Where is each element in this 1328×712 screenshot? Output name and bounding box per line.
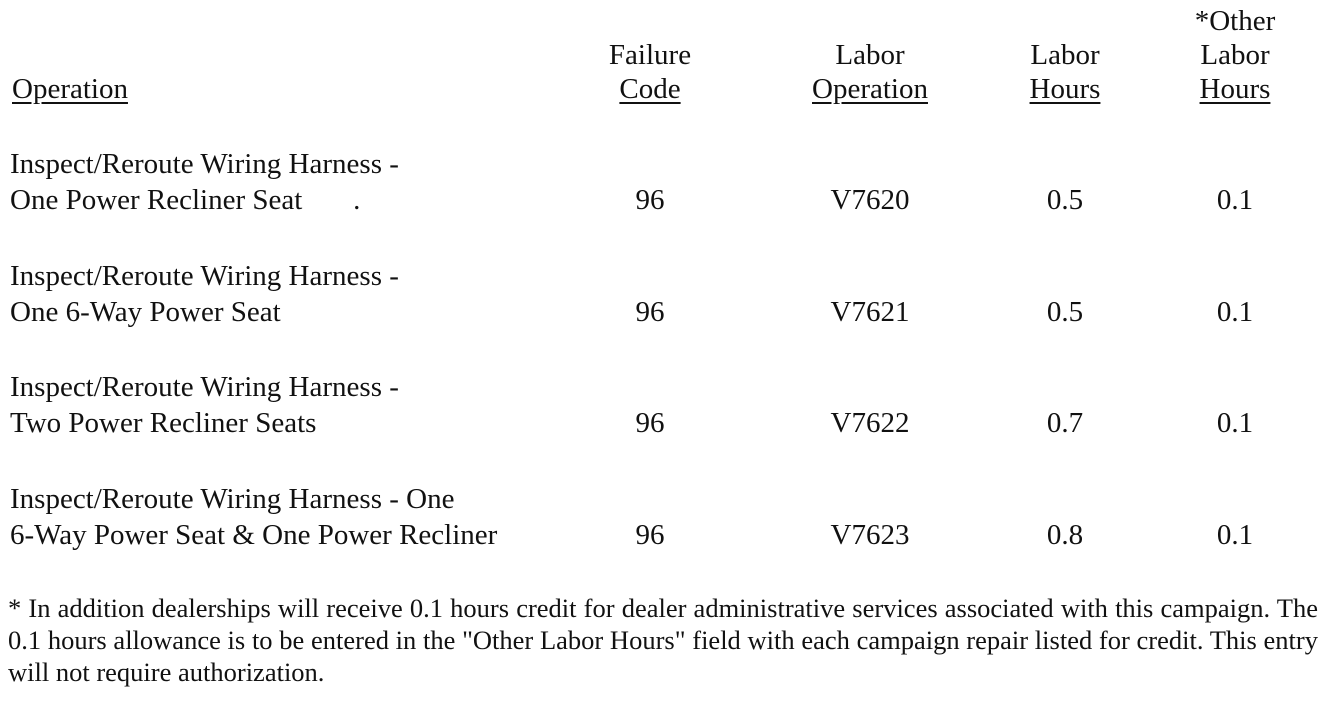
other-labor-hours-cell: 0.1: [1216, 184, 1254, 216]
operation-description-line1: Inspect/Reroute Wiring Harness -: [10, 260, 399, 292]
operation-description: [10, 369, 399, 441]
failure-code-cell: 96: [635, 296, 665, 328]
other-labor-hours-cell: 0.1: [1216, 296, 1254, 328]
operation-description-line2: Two Power Recliner Seats: [10, 407, 317, 439]
labor-hours-cell: 0.8: [1046, 519, 1084, 551]
header-failure-code-line2: Code: [619, 73, 681, 105]
operation-description: [10, 146, 399, 218]
labor-operation-cell: V7623: [830, 519, 910, 551]
labor-operation-cell: V7621: [830, 296, 910, 328]
header-other-labor-hours-line3: Hours: [1199, 73, 1271, 105]
operation-description-line2: One Power Recliner Seat .: [10, 184, 361, 216]
table-row: [0, 146, 1328, 218]
header-other-labor-hours-line1: *Other: [1194, 5, 1276, 37]
labor-hours-cell: 0.5: [1046, 296, 1084, 328]
labor-operation-cell: V7620: [830, 184, 910, 216]
failure-code-cell: 96: [635, 519, 665, 551]
operation-description-line1: Inspect/Reroute Wiring Harness -: [10, 148, 399, 180]
header-labor-operation: [800, 38, 940, 106]
operation-description-line1: Inspect/Reroute Wiring Harness - One: [10, 483, 455, 515]
operation-description: [10, 481, 497, 553]
header-failure-code: [600, 38, 700, 106]
operation-description-line1: Inspect/Reroute Wiring Harness -: [10, 371, 399, 403]
failure-code-cell: 96: [635, 407, 665, 439]
operation-description: [10, 258, 399, 330]
header-other-labor-hours-line2: Labor: [1200, 39, 1270, 71]
operation-description-line2: 6-Way Power Seat & One Power Recliner: [10, 519, 498, 551]
header-labor-hours: [1015, 38, 1115, 106]
header-labor-hours-line2: Hours: [1029, 73, 1101, 105]
labor-operation-cell: V7622: [830, 407, 910, 439]
header-other-labor-hours: [1185, 4, 1285, 106]
table-row: [0, 369, 1328, 441]
labor-hours-cell: 0.7: [1046, 407, 1084, 439]
header-labor-operation-line1: Labor: [835, 39, 905, 71]
failure-code-cell: 96: [635, 184, 665, 216]
other-labor-hours-cell: 0.1: [1216, 407, 1254, 439]
labor-hours-cell: 0.5: [1046, 184, 1084, 216]
header-labor-hours-line1: Labor: [1030, 39, 1100, 71]
header-operation-label: Operation: [12, 73, 128, 105]
footnote: * In addition dealerships will receive 0.1 hours credit for dealer administrative services associated with this campaign. The 0.1 hours allowance is to be entered in the "Other Labor Hours" field with each campaign repair listed for credit. This entry will not require authorization.: [8, 593, 1318, 687]
header-failure-code-line1: Failure: [608, 39, 692, 71]
table-row: [0, 481, 1328, 553]
operation-description-line2: One 6-Way Power Seat: [10, 296, 281, 328]
header-operation: [12, 72, 128, 106]
table-row: [0, 258, 1328, 330]
header-labor-operation-line2: Operation: [812, 73, 928, 105]
other-labor-hours-cell: 0.1: [1216, 519, 1254, 551]
